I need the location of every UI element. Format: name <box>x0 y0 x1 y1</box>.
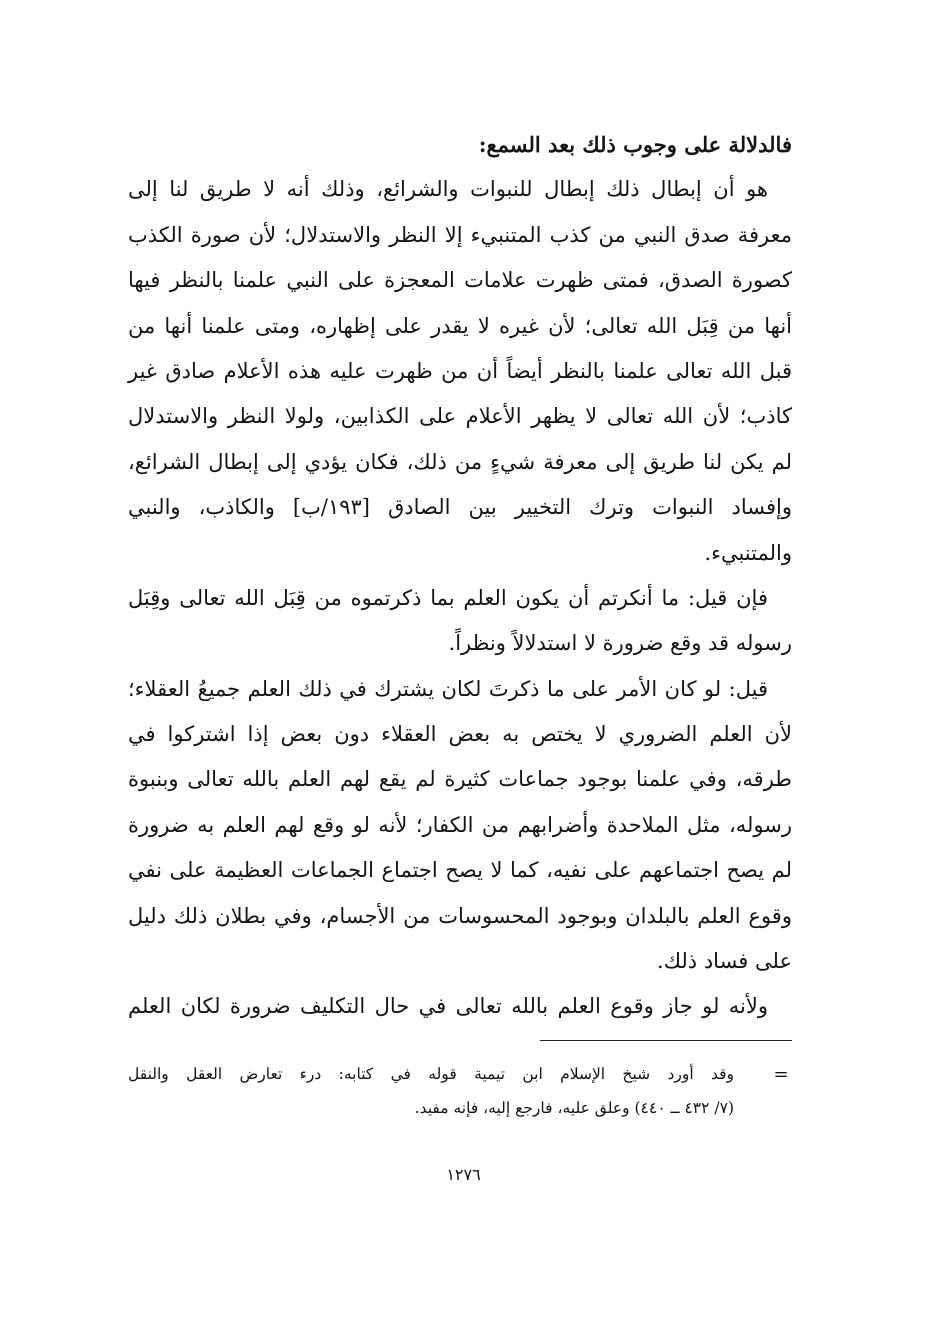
footnote-continuation-marker: = <box>773 1064 789 1085</box>
text-line: فإن قيل: ما أنكرتم أن يكون العلم بما ذكرتموه من قِبَل الله تعالى وقِبَل <box>128 585 768 610</box>
footnote <box>128 1058 734 1091</box>
page-number: ١٢٧٦ <box>446 1165 481 1184</box>
text-line: رسوله، مثل الملاحدة وأضرابهم من الكفار؛ لأنه لو وقع لهم العلم به ضرورة <box>128 812 792 837</box>
text-line: على فساد ذلك. <box>657 949 792 974</box>
text-line: كصورة الصدق، فمتى ظهرت علامات المعجزة على النبي علمنا بالنظر فيها <box>128 268 792 293</box>
text-line: طرقه، وفي علمنا بوجود جماعات كثيرة لم يقع لهم العلم بالله تعالى وبنبوة <box>128 767 792 792</box>
text-line: أنها من قِبَل الله تعالى؛ لأن غيره لا يقدر على إظهاره، ومتى علمنا أنها من <box>128 313 792 338</box>
text-line: وقوع العلم بالبلدان وبوجود المحسوسات من الأجسام، وفي بطلان ذلك دليل <box>128 903 792 928</box>
text-line: كاذب؛ لأن الله تعالى لا يظهر الأعلام على الكذابين، ولولا النظر والاستدلال <box>128 404 792 429</box>
text-line: قيل: لو كان الأمر على ما ذكرتَ لكان يشترك في ذلك العلم جميعُ العقلاء؛ <box>128 676 768 701</box>
text-line: لأن العلم الضروري لا يختص به بعض العقلاء دون بعض إذا اشتركوا في <box>128 722 792 747</box>
text-line: رسوله قد وقع ضرورة لا استدلالاً ونظراً. <box>448 631 792 656</box>
main-text <box>128 122 792 1030</box>
text-line: معرفة صدق النبي من كذب المتنبيء إلا النظر والاستدلال؛ لأن صورة الكذب <box>128 222 792 247</box>
text-line: هو أن إبطال ذلك إبطال للنبوات والشرائع، وذلك أنه لا طريق لنا إلى <box>128 177 768 202</box>
text-line: وإفساد النبوات وترك التخيير بين الصادق [١٩٣/ب] والكاذب، والنبي <box>128 495 792 520</box>
footnote-separator <box>540 1040 792 1041</box>
text-line: قبل الله تعالى علمنا بالنظر أيضاً أن من ظهرت عليه هذه الأعلام صادق غير <box>128 358 792 383</box>
text-line: والمتنبيء. <box>704 540 792 565</box>
footnote <box>128 1092 734 1125</box>
text-line: لم يكن لنا طريق إلى معرفة شيءٍ من ذلك، فكان يؤدي إلى إبطال الشرائع، <box>128 449 792 474</box>
text-line: لم يصح اجتماعهم على نفيه، كما لا يصح اجتماع الجماعات العظيمة على نفي <box>128 858 792 883</box>
footnote-line: وقد أورد شيخ الإسلام ابن تيمية قوله في كتابه: درء تعارض العقل والنقل <box>128 1065 734 1083</box>
text-line: ولأنه لو جاز وقوع العلم بالله تعالى في حال التكليف ضرورة لكان العلم <box>128 994 768 1019</box>
footnote-line: (٧/ ٤٣٢ ــ ٤٤٠) وعلق عليه، فارجع إليه، فإنه مفيد. <box>414 1099 734 1117</box>
section-heading: فالدلالة على وجوب ذلك بعد السمع: <box>478 132 792 157</box>
